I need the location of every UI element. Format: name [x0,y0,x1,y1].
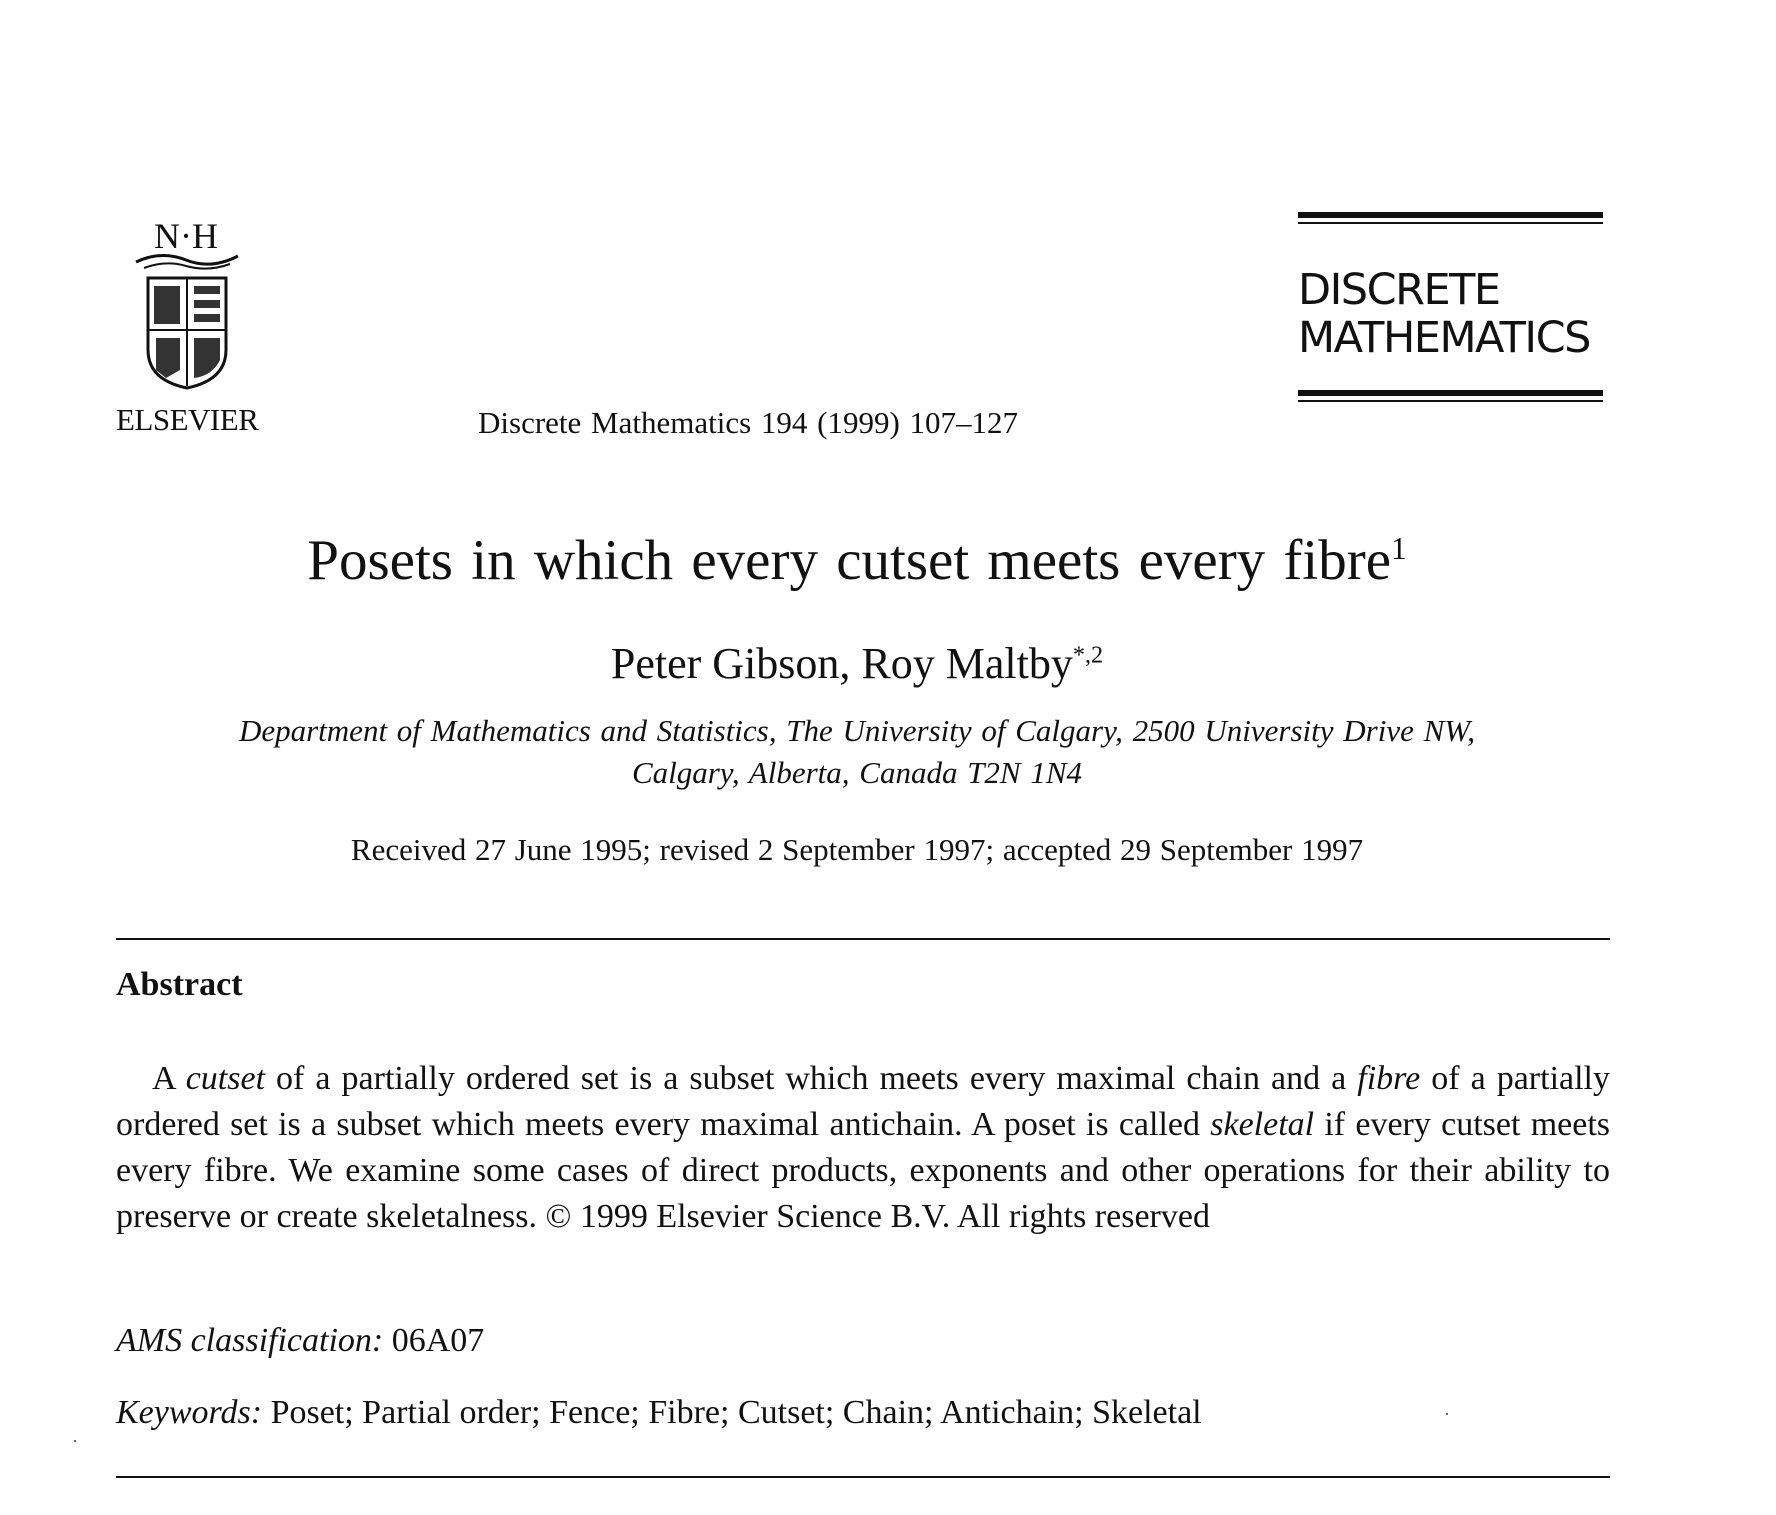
paper-title [0,528,1714,593]
journal-name-line2: MATHEMATICS [1298,313,1590,363]
term-skeletal: skeletal [1210,1106,1315,1143]
scan-speck [1446,1413,1448,1415]
title-footnote-mark: 1 [1391,531,1407,566]
journal-citation: Discrete Mathematics 194 (1999) 107–127 [478,405,1019,440]
affiliation [0,710,1714,794]
divider [116,938,1610,940]
journal-name-line1: DISCRETE [1298,265,1500,315]
abstract-text: A [152,1060,186,1097]
title-text: Posets in which every cutset meets every fibre [307,529,1392,592]
author-list [0,638,1714,689]
term-fibre: fibre [1357,1060,1421,1097]
elsevier-tree-icon [116,210,256,410]
keywords [116,1394,1202,1432]
scan-speck [74,1440,76,1442]
publisher-name: ELSEVIER [116,402,259,437]
abstract-text: of a partially ordered set is a subset which meets every maximal chain and a [265,1060,1358,1097]
abstract-heading: Abstract [116,966,243,1003]
ams-label: AMS classification: [116,1322,384,1359]
authors-text: Peter Gibson, Roy Maltby [610,639,1073,688]
publisher-logo [116,210,256,410]
affiliation-line: Department of Mathematics and Statistics, The University of Calgary, 2500 University Drive NW, [238,713,1476,748]
ams-value: 06A07 [391,1322,485,1359]
abstract-text: if every cutset meets every fibre. We examine some cases of direct products, exponents and other operations for their ability to preserve or create skeletalness. © 1999 Elsevier Science B.V. All rights reserved [116,1106,1610,1235]
ams-classification [116,1322,484,1360]
journal-masthead [1298,212,1603,402]
masthead-rule [1298,222,1603,224]
divider [116,1476,1610,1478]
affiliation-line: Calgary, Alberta, Canada T2N 1N4 [631,755,1083,790]
abstract-body [116,1056,1610,1240]
abstract-text: of a partially ordered set is a subset which meets every maximal antichain. A poset is called [116,1060,1610,1143]
term-cutset: cutset [185,1060,266,1097]
submission-history: Received 27 June 1995; revised 2 September 1997; accepted 29 September 1997 [350,832,1364,867]
author-footnote-mark: *,2 [1072,641,1104,669]
keywords-label: Keywords: [116,1394,263,1431]
svg-text:N·H: N·H [154,216,218,256]
keywords-value: Poset; Partial order; Fence; Fibre; Cutset; Chain; Antichain; Skeletal [270,1394,1202,1431]
masthead-rule [1298,400,1603,402]
journal-name [1298,266,1603,362]
